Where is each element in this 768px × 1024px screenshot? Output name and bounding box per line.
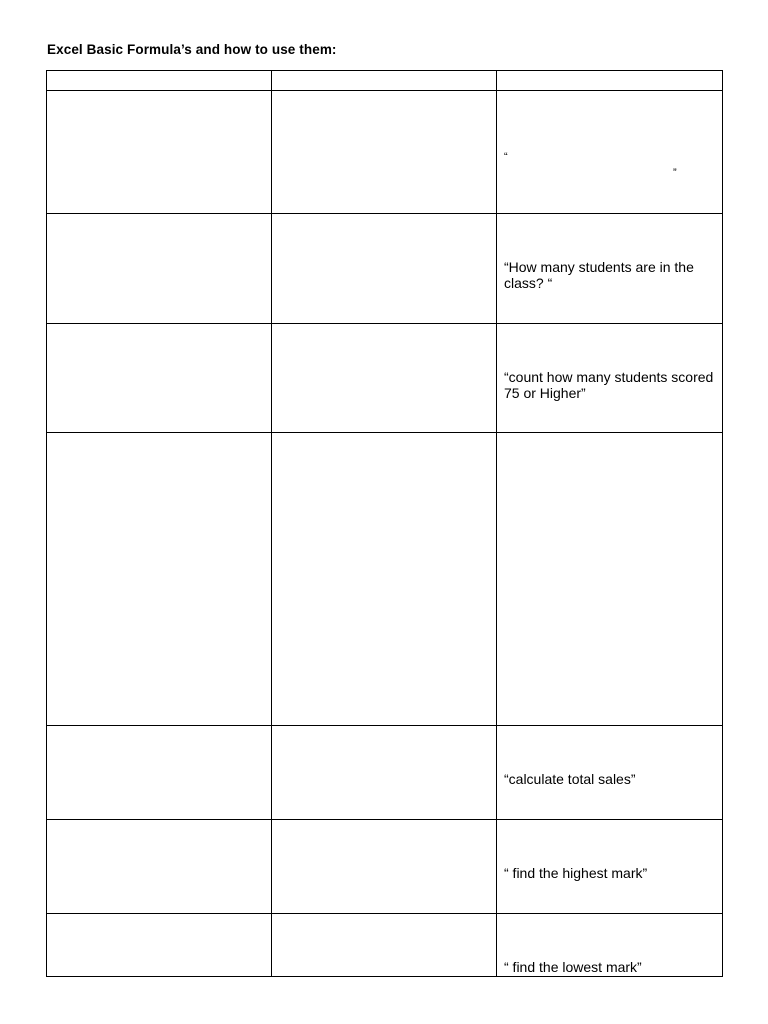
- formula-table: [46, 70, 723, 977]
- formula-cell: [47, 820, 272, 914]
- formula-cell: [47, 726, 272, 820]
- example-cell: [497, 726, 723, 820]
- table-header-row: [47, 71, 723, 91]
- header-cell: [272, 71, 497, 91]
- example-cell: [497, 91, 723, 214]
- example-cell: [497, 433, 723, 726]
- formula-cell: [47, 91, 272, 214]
- formula-cell: [47, 214, 272, 324]
- table-row: [47, 214, 723, 324]
- how-to-use-cell: [272, 214, 497, 324]
- example-text: “count how many students scored 75 or Higher”: [504, 369, 714, 401]
- how-to-use-cell: [272, 820, 497, 914]
- example-cell: [497, 914, 723, 977]
- table-row: [47, 324, 723, 433]
- example-text: “ find the lowest mark”: [504, 959, 642, 975]
- how-to-use-cell: [272, 726, 497, 820]
- example-close-quote: ”: [673, 167, 677, 179]
- table-row: [47, 91, 723, 214]
- how-to-use-cell: [272, 914, 497, 977]
- page-title: Excel Basic Formula’s and how to use them:: [47, 42, 337, 57]
- example-text: “ find the highest mark”: [504, 865, 648, 881]
- example-cell: [497, 820, 723, 914]
- example-text: “calculate total sales”: [504, 771, 636, 787]
- header-cell: [497, 71, 723, 91]
- table-row: [47, 726, 723, 820]
- how-to-use-cell: [272, 91, 497, 214]
- table-row: [47, 820, 723, 914]
- table-row: [47, 433, 723, 726]
- formula-cell: [47, 914, 272, 977]
- formula-cell: [47, 433, 272, 726]
- example-cell: [497, 324, 723, 433]
- table-row: [47, 914, 723, 977]
- how-to-use-cell: [272, 433, 497, 726]
- how-to-use-cell: [272, 324, 497, 433]
- formula-cell: [47, 324, 272, 433]
- example-open-quote: “: [504, 151, 508, 163]
- example-cell: [497, 214, 723, 324]
- example-text: “How many students are in the class? “: [504, 259, 694, 291]
- header-cell: [47, 71, 272, 91]
